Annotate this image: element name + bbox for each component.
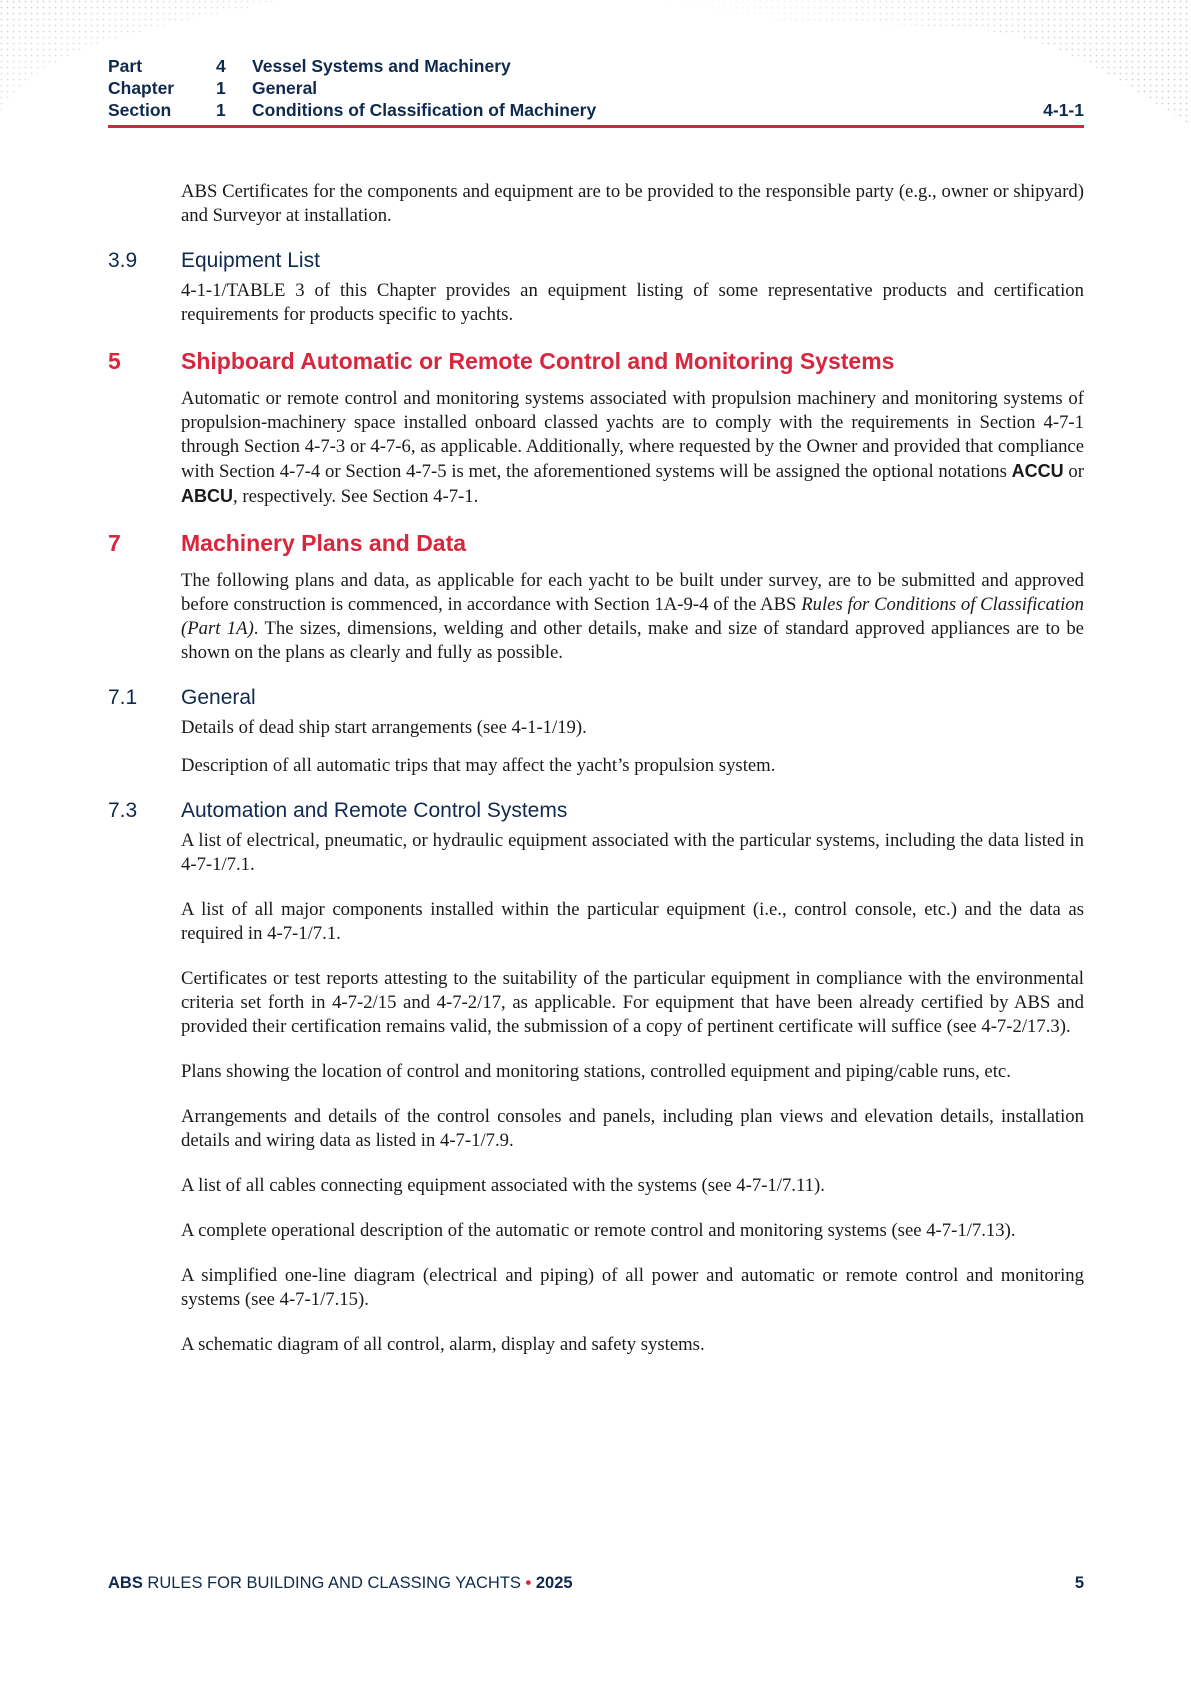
paragraph-7-3: A complete operational description of the automatic or remote control and monitoring systems (see 4-7-1/7.13). (181, 1220, 1016, 1241)
section-heading-7 (108, 530, 1084, 557)
text-run: or (1063, 461, 1084, 482)
section-title: Shipboard Automatic or Remote Control and Monitoring Systems (181, 348, 895, 374)
subsection-heading-7-3 (108, 799, 1084, 823)
header-number: 1 (216, 100, 226, 120)
paragraph-5 (181, 387, 1084, 509)
header-label: Section (108, 100, 172, 120)
subsection-number: 7.3 (108, 799, 138, 822)
paragraph-7-3: Arrangements and details of the control consoles and panels, including plan views and elevation details, installation details and wiring data as listed in 4-7-1/7.9. (181, 1106, 1084, 1151)
footer-title: RULES FOR BUILDING AND CLASSING YACHTS (142, 1574, 521, 1592)
header-title: Vessel Systems and Machinery (252, 56, 511, 76)
subsection-heading-3-9 (108, 249, 1084, 273)
footer-separator: • (520, 1574, 536, 1592)
text-run: . The sizes, dimensions, welding and other details, make and size of standard approved appliances are to be shown on the plans as clearly and fully as possible. (181, 618, 1084, 663)
page-footer (108, 1572, 1084, 1594)
page-header (108, 55, 1084, 129)
intro-paragraph: ABS Certificates for the components and equipment are to be provided to the responsible party (e.g., owner or shipyard) and Surveyor at installation. (181, 181, 1084, 226)
section-title: Machinery Plans and Data (181, 530, 467, 556)
header-label: Part (108, 56, 143, 76)
subsection-title: Equipment List (181, 249, 320, 272)
header-number: 4 (216, 56, 226, 76)
footer-page-number: 5 (1074, 1574, 1084, 1592)
paragraph-7-1: Details of dead ship start arrangements (see 4-1-1/19). (181, 717, 587, 738)
subsection-title: General (181, 686, 256, 709)
header-rule (108, 125, 1084, 128)
header-number: 1 (216, 78, 226, 98)
header-page-ref: 4-1-1 (1043, 100, 1084, 120)
section-number: 7 (108, 530, 121, 556)
rules-reference: Rules for Conditions of Classification (Part 1A) (181, 594, 1084, 639)
paragraph-3-9: 4-1-1/TABLE 3 of this Chapter provides an equipment listing of some representative products and certification requirements for products specific to yachts. (181, 280, 1084, 325)
paragraph-7-1: Description of all automatic trips that may affect the yacht’s propulsion system. (181, 755, 776, 776)
subsection-number: 3.9 (108, 249, 138, 272)
header-label: Chapter (108, 78, 175, 98)
text-run: Automatic or remote control and monitoring systems associated with propulsion machinery and monitoring systems of propulsion-machinery space installed onboard classed yachts are to comply with the requirements in Section 4-7-1 through Section 4-7-3 or 4-7-6, as applicable. Additionally, where requested by the Owner and provided that compliance with Section 4-7-4 or Section 4-7-5 is met, the aforementioned systems will be assigned the optional notations (181, 388, 1084, 482)
paragraph-7-3: A list of all major components installed within the particular equipment (i.e., control console, etc.) and the data as required in 4-7-1/7.1. (181, 899, 1084, 944)
subsection-heading-7-1 (108, 686, 1084, 710)
footer-brand: ABS (108, 1574, 143, 1592)
text-run: , respectively. See Section 4-7-1. (233, 486, 479, 507)
notation-abcu: ABCU (181, 486, 233, 506)
paragraph-7-3: A list of electrical, pneumatic, or hydraulic equipment associated with the particular systems, including the data listed in 4-7-1/7.1. (181, 830, 1084, 875)
footer-year: 2025 (535, 1574, 573, 1592)
paragraph-7-3: A schematic diagram of all control, alarm, display and safety systems. (181, 1334, 705, 1355)
paragraph-7-3: A list of all cables connecting equipment associated with the systems (see 4-7-1/7.11). (181, 1175, 825, 1196)
section-heading-5 (108, 348, 1084, 375)
subsection-title: Automation and Remote Control Systems (181, 799, 568, 822)
page-body (108, 180, 1084, 1378)
paragraph-7-3: A simplified one-line diagram (electrical and piping) of all power and automatic or remote control and monitoring systems (see 4-7-1/7.15). (181, 1265, 1084, 1310)
paragraph-7 (181, 569, 1084, 665)
subsection-number: 7.1 (108, 686, 138, 709)
paragraph-7-3: Certificates or test reports attesting to the suitability of the particular equipment in compliance with the environmental criteria set forth in 4-7-2/15 and 4-7-2/17, as applicable. For equipment that have been already certified by ABS and provided their certification remains valid, the submission of a copy of pertinent certificate will suffice (see 4-7-2/17.3). (181, 968, 1084, 1037)
header-title: General (252, 78, 318, 98)
paragraph-7-3: Plans showing the location of control and monitoring stations, controlled equipment and piping/cable runs, etc. (181, 1061, 1011, 1082)
text-run: The following plans and data, as applicable for each yacht to be built under survey, are to be submitted and approved before construction is commenced, in accordance with Section 1A-9-4 of the ABS (181, 570, 1084, 615)
notation-accu: ACCU (1011, 461, 1064, 481)
header-title: Conditions of Classification of Machinery (252, 100, 597, 120)
section-number: 5 (108, 348, 121, 374)
